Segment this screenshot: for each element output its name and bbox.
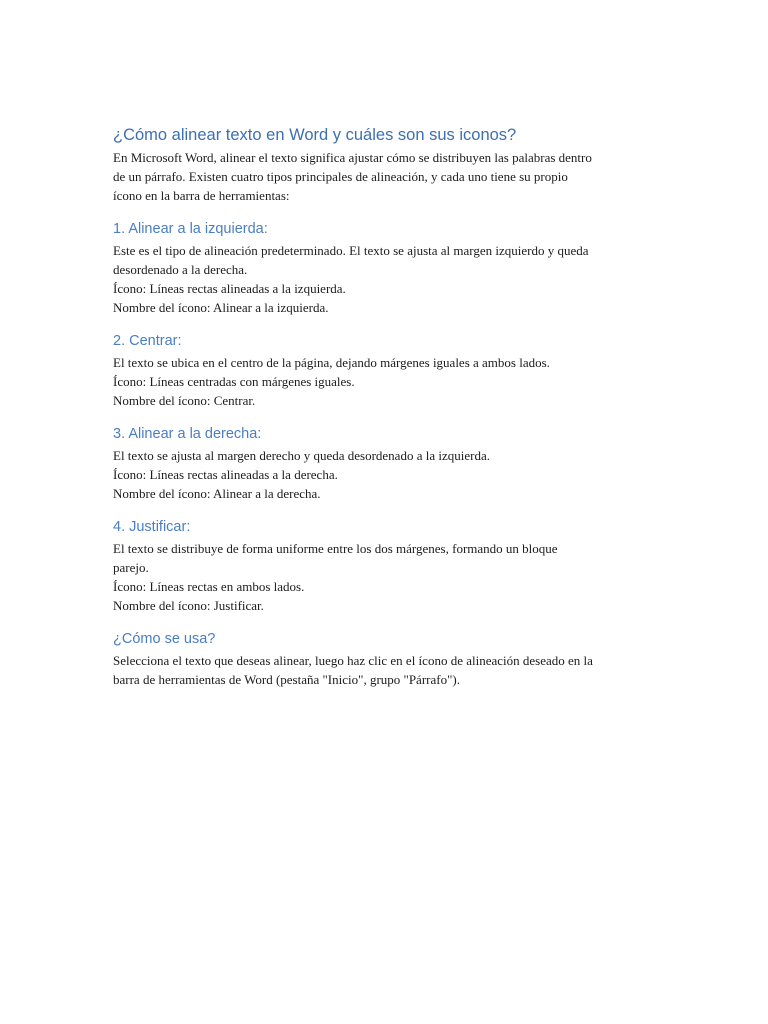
section-paragraph (113, 651, 658, 689)
document-title: ¿Cómo alinear texto en Word y cuáles son sus iconos? (113, 126, 517, 144)
paragraph-line: Ícono: Líneas rectas alineadas a la izquierda. (113, 281, 346, 296)
paragraph-line: desordenado a la derecha. (113, 262, 248, 277)
paragraph-line: Ícono: Líneas rectas en ambos lados. (113, 579, 305, 594)
intro-line: En Microsoft Word, alinear el texto significa ajustar cómo se distribuyen las palabras dentro (113, 150, 592, 165)
paragraph-line: Nombre del ícono: Justificar. (113, 598, 264, 613)
paragraph-line: El texto se distribuye de forma uniforme entre los dos márgenes, formando un bloque (113, 541, 558, 556)
section-paragraph (113, 539, 658, 615)
intro-paragraph (113, 148, 658, 205)
section-paragraph (113, 353, 658, 410)
section-align-left (113, 219, 658, 317)
intro-line: de un párrafo. Existen cuatro tipos principales de alineación, y cada uno tiene su propio (113, 169, 568, 184)
section-paragraph (113, 241, 658, 317)
paragraph-line: Nombre del ícono: Centrar. (113, 393, 256, 408)
document-body (113, 125, 658, 689)
section-heading: 4. Justificar: (113, 519, 191, 535)
paragraph-line: barra de herramientas de Word (pestaña "Inicio", grupo "Párrafo"). (113, 672, 460, 687)
intro-line: ícono en la barra de herramientas: (113, 188, 290, 203)
paragraph-line: Ícono: Líneas centradas con márgenes iguales. (113, 374, 355, 389)
paragraph-line: parejo. (113, 560, 149, 575)
section-how-to-use (113, 629, 658, 689)
paragraph-line: El texto se ubica en el centro de la página, dejando márgenes iguales a ambos lados. (113, 355, 550, 370)
paragraph-line: Nombre del ícono: Alinear a la derecha. (113, 486, 321, 501)
paragraph-line: El texto se ajusta al margen derecho y queda desordenado a la izquierda. (113, 448, 490, 463)
section-paragraph (113, 446, 658, 503)
paragraph-line: Este es el tipo de alineación predeterminado. El texto se ajusta al margen izquierdo y queda (113, 243, 589, 258)
section-heading: 1. Alinear a la izquierda: (113, 221, 268, 237)
paragraph-line: Nombre del ícono: Alinear a la izquierda. (113, 300, 329, 315)
section-heading: ¿Cómo se usa? (113, 631, 216, 647)
section-heading: 2. Centrar: (113, 333, 182, 349)
section-justify (113, 517, 658, 615)
paragraph-line: Selecciona el texto que deseas alinear, luego haz clic en el ícono de alineación deseado en la (113, 653, 593, 668)
section-center (113, 331, 658, 410)
paragraph-line: Ícono: Líneas rectas alineadas a la derecha. (113, 467, 338, 482)
section-heading: 3. Alinear a la derecha: (113, 426, 262, 442)
section-align-right (113, 424, 658, 503)
